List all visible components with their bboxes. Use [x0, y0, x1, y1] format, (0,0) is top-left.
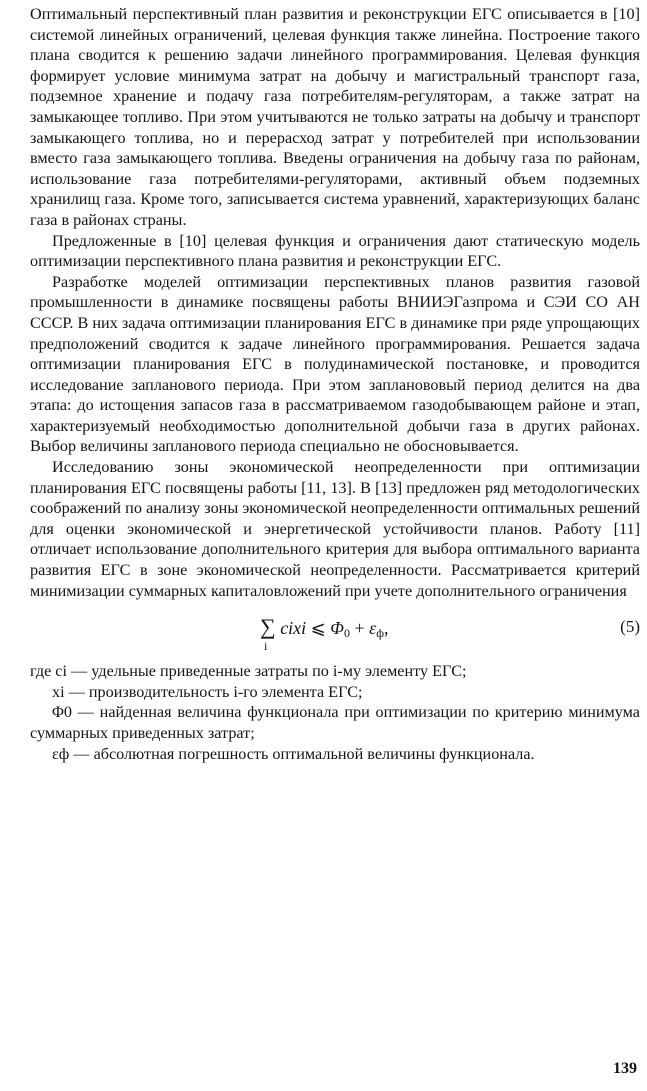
plus-symbol: +: [354, 618, 365, 639]
epsilon-subscript: ф: [376, 626, 384, 641]
equation-5: [30, 607, 640, 657]
relation-symbol: ⩽: [310, 618, 326, 639]
sum-index: i: [264, 639, 268, 654]
formula: [260, 614, 389, 654]
paragraph-3: Разработке моделей оптимизации перспективных планов развития газовой промышленности в динамике посвящены работы ВНИИЭГазпрома и СЭИ СО АН СССР. В них задача оптимизации планирования ЕГС в динамике при ряде упрощающих предположений сводится к задаче линейного программирования. Решается задача оптимизации планирования ЕГС в полудинамической постановке, и проводится исследование запланового периода. При этом запланововый период делится на два этапа: до истощения запасов газа в рассматриваемом газодобывающем районе и этап, характеризуемый необходимостью дополнительной добычи газа в других районах. Выбор величины запланового периода специально не обосновывается.: [30, 272, 640, 456]
paragraph-1: Оптимальный перспективный план развития и реконструкции ЕГС описывается в [10] системой линейных ограничений, целевая функция также линейна. Построение такого плана сводится к решению задачи линейного программирования. Целевая функция формирует условие минимума затрат на добычу и магистральный транспорт газа, подземное хранение и подачу газа потребителям-регуляторам, а также затрат на замыкающее топливо. При этом учитываются не только затраты на добычу и транспорт замыкающего топлива, но и перерасход затрат у потребителей при использовании вместо газа замыкающего топлива. Введены ограничения на добычу газа по районам, использование газа потребителями-регуляторами, активный объем подземных хранилищ газа. Кроме того, записывается система уравнений, характеризующих баланс газа в районах страны.: [30, 5, 640, 229]
sum-term: cixi: [280, 618, 307, 639]
definition-phi: Φ0 — найденная величина функционала при оптимизации по критерию минимума суммарных приведенных затрат;: [30, 703, 640, 742]
paragraph-2: Предложенные в [10] целевая функция и ограничения дают статическую модель оптимизации перспективного плана развития и реконструкции ЕГС.: [30, 231, 640, 271]
body-text: [30, 4, 640, 764]
definition-x: xi — производительность i-го элемента ЕГС;: [52, 682, 363, 701]
paragraph-4: Исследованию зоны экономической неопределенности при оптимизации планирования ЕГС посвящены работы [11, 13]. В [13] предложен ряд методологических соображений по анализу зоны экономической неопределенности оптимальных решений для оценки экономической и энергетической устойчивости планов. Работу [11] отличает использование дополнительного критерия для выбора оптимального варианта развития ЕГС в зоне экономической неопределенности. Рассматривается критерий минимизации суммарных капиталовложений при учете дополнительного ограничения: [30, 458, 640, 600]
formula-comma: ,: [384, 618, 389, 639]
sum-symbol: ∑ i: [260, 614, 276, 639]
epsilon-symbol: ε: [369, 618, 377, 639]
definition-c: где ci — удельные приведенные затраты по i-му элементу ЕГС;: [30, 662, 467, 681]
equation-number: (5): [620, 617, 640, 637]
definition-epsilon: εф — абсолютная погрешность оптимальной величины функционала.: [52, 744, 535, 763]
page-number: 139: [613, 1060, 637, 1077]
phi-subscript: 0: [343, 626, 350, 641]
definitions: [30, 661, 640, 764]
phi-symbol: Φ: [330, 618, 344, 639]
